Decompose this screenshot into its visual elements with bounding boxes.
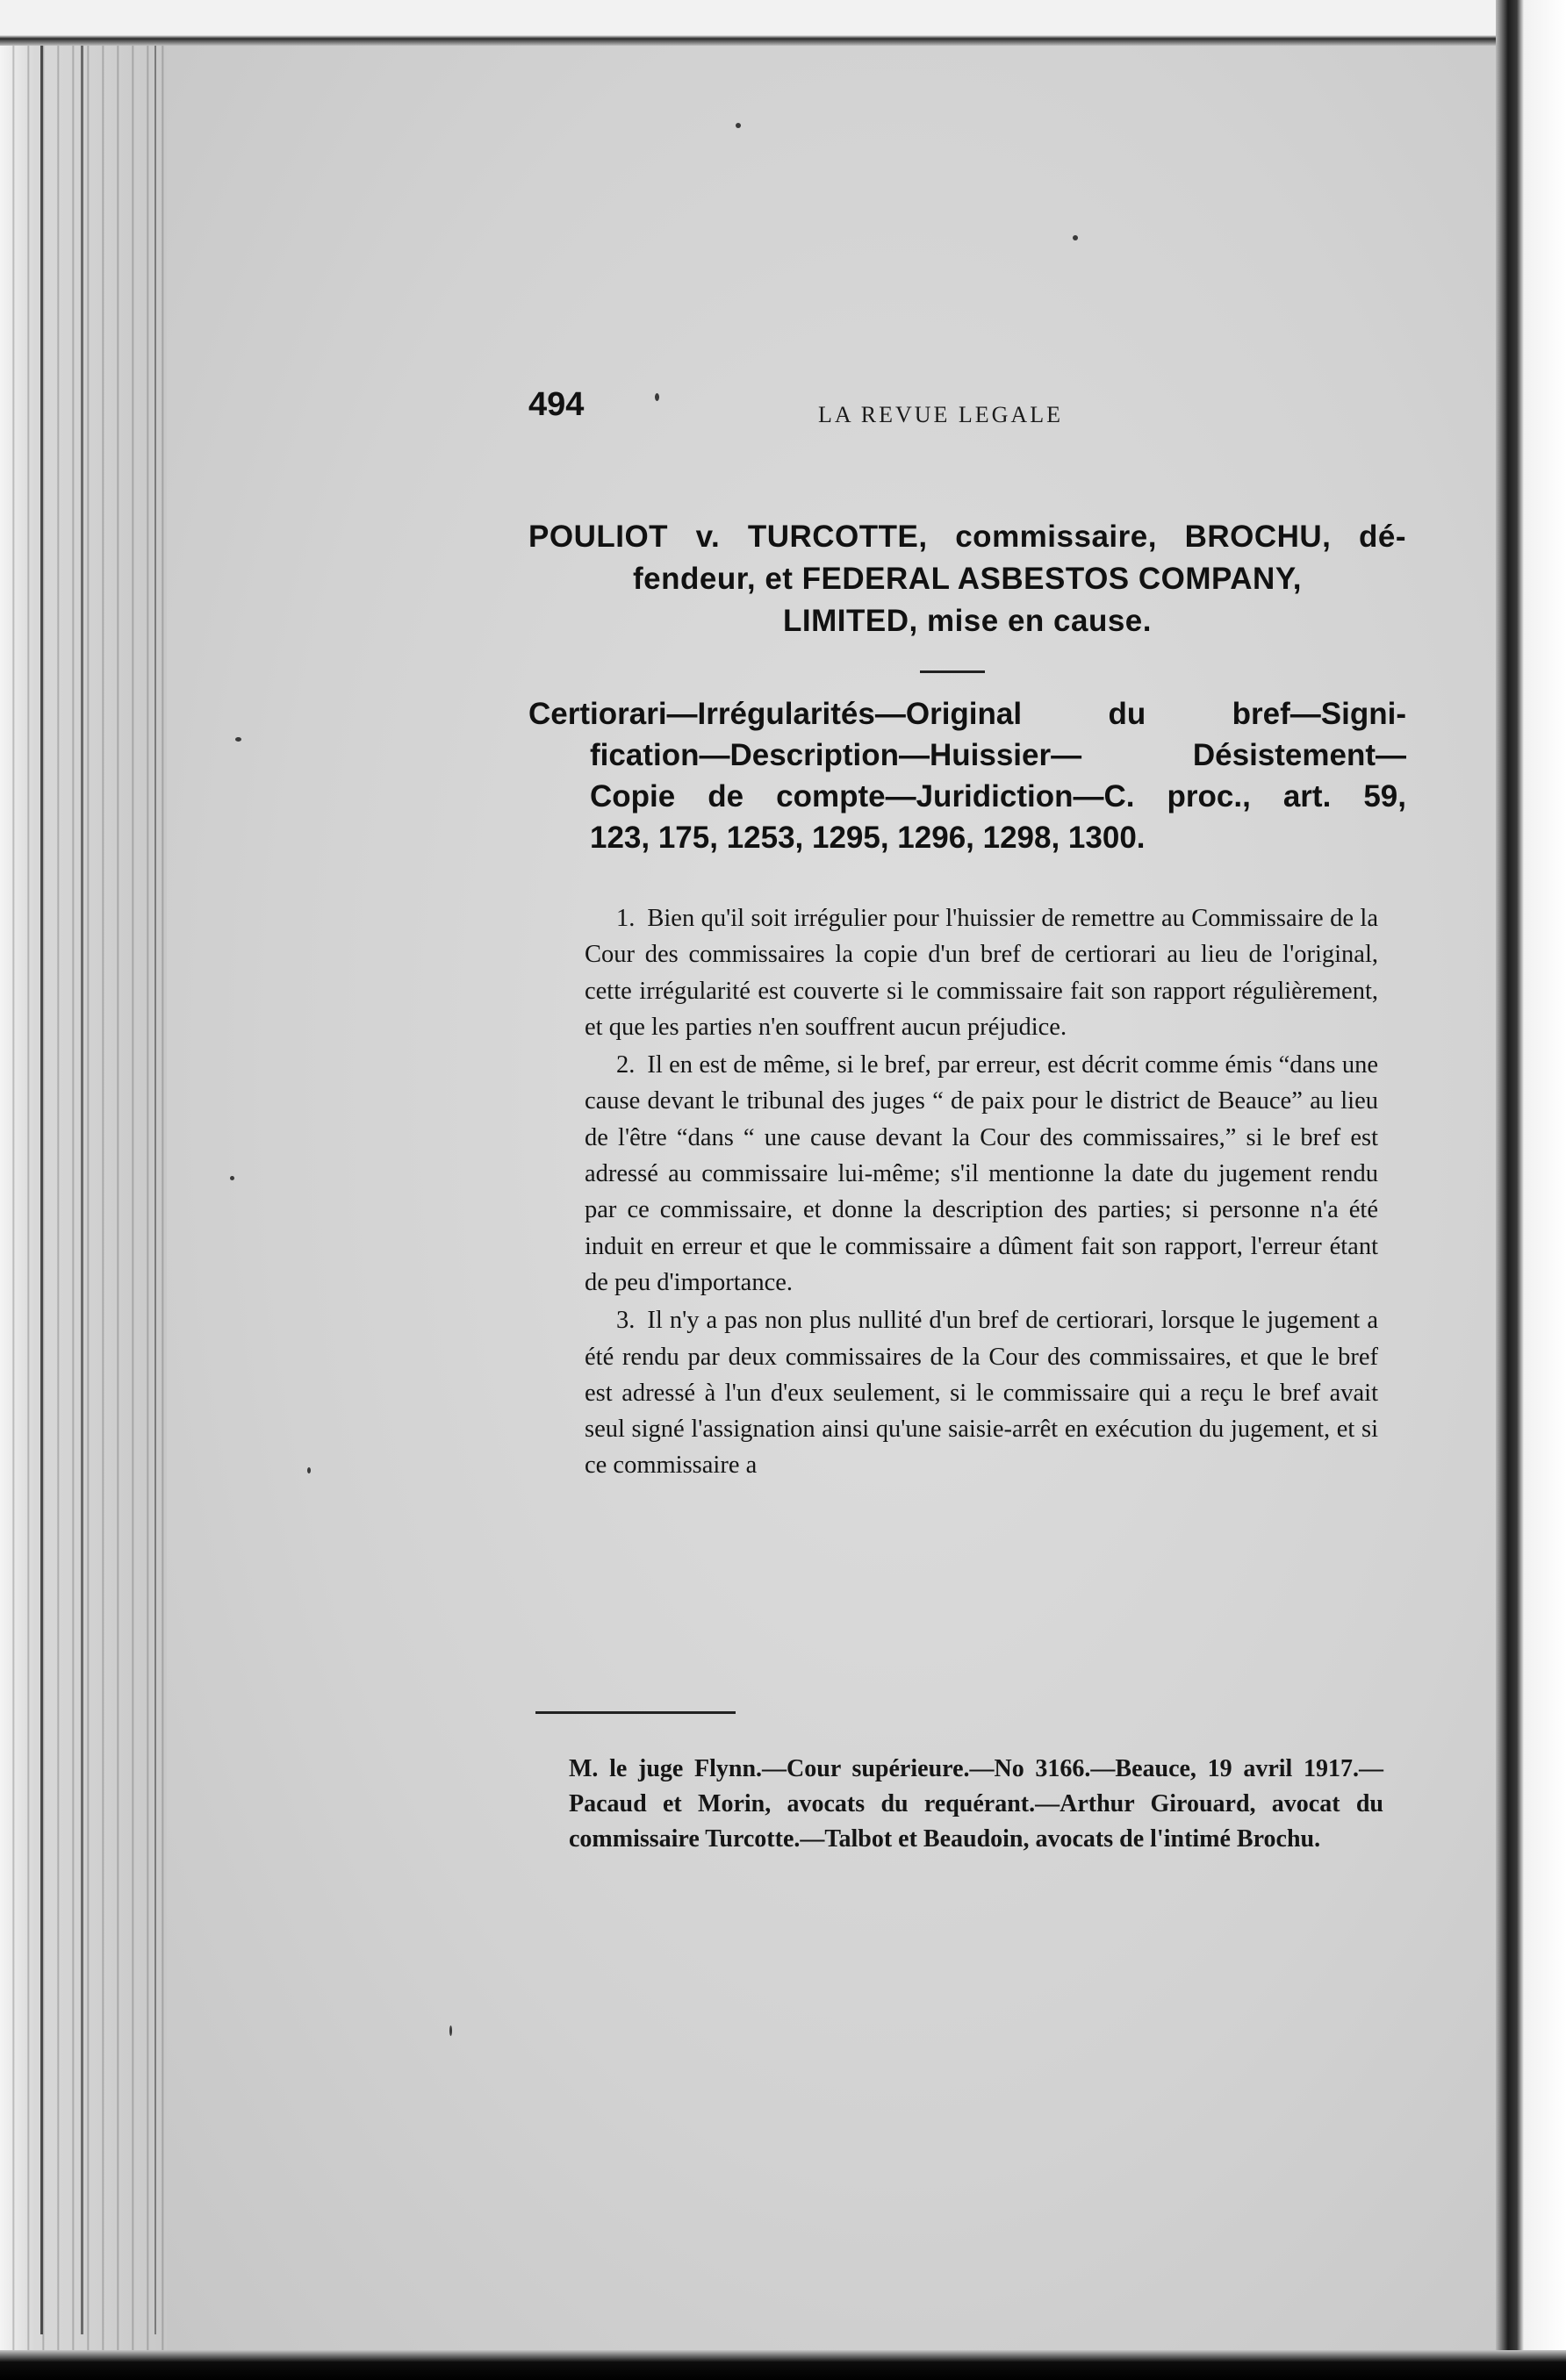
paragraph-text: Il n'y a pas non plus nullité d'un bref de certiorari, lorsque le jugement a été rendu par deux commissaires de la Cour des commissaires, et que le bref est adressé à l'un d'eux seulement, si le commissaire qui a reçu le bref avait seul signé l'assignation ainsi qu'une saisie-arrêt en exécution du jugement, et si ce commissaire a <box>585 1307 1378 1480</box>
edge-line <box>81 35 83 2334</box>
summary-paragraph <box>585 1302 1378 1483</box>
headnote-line: Copie de compte—Juridiction—C. proc., art. 59, <box>590 779 1406 814</box>
case-title-line: fendeur, et FEDERAL ASBESTOS COMPANY, <box>632 562 1303 596</box>
title-rule <box>920 670 985 673</box>
scan-speck <box>307 1467 311 1473</box>
summary-paragraph <box>585 1047 1378 1301</box>
footnote-text: M. le juge Flynn.—Cour supérieure.—No 3166.—Beauce, 19 avril 1917.—Pacaud et Morin, avocats du requérant.—Arthur Girouard, avocat du commissaire Turcotte.—Talbot et Beaudoin, avocats de l'intimé Brochu. <box>569 1755 1383 1853</box>
scan-speck <box>449 2025 452 2036</box>
headnote-line: Certiorari—Irrégularités—Original du bref—Signi- <box>528 697 1406 731</box>
page-stack-edge <box>0 0 167 2380</box>
case-title-line: LIMITED, mise en cause. <box>783 604 1152 638</box>
case-title <box>528 516 1406 642</box>
page-header <box>528 386 1406 430</box>
summary-paragraph <box>585 900 1378 1045</box>
paragraph-number: 2. <box>616 1051 636 1079</box>
scan-speck <box>235 737 241 742</box>
scan-top-border <box>0 0 1566 46</box>
summary-paragraphs <box>585 900 1378 1486</box>
scan-bottom-border <box>0 2350 1566 2380</box>
paragraph-text: Il en est de même, si le bref, par erreur, est décrit comme émis “dans une cause devant le tribunal des juges “ de paix pour le district de Beauce” au lieu de l'être “dans “ une cause devant la Cour des commissaires,” si le bref est adressé au commissaire lui-même; s'il mentionne la date du jugement rendu par ce commissaire, et donne la description des parties; si personne n'a été induit en erreur et que le commissaire a dûment fait son rapport, l'erreur étant de peu d'importance. <box>585 1051 1378 1296</box>
headnote-line: 123, 175, 1253, 1295, 1296, 1298, 1300. <box>590 821 1146 855</box>
edge-line <box>40 35 43 2334</box>
footnote-rule <box>535 1711 736 1714</box>
footnote <box>534 1752 1383 1857</box>
paragraph-number: 3. <box>616 1307 636 1335</box>
running-head: LA REVUE LEGALE <box>818 402 1063 427</box>
scan-speck <box>1073 235 1078 240</box>
headnote-line: fication—Description—Huissier— Désistement— <box>590 738 1406 772</box>
headnote-keywords <box>528 693 1406 858</box>
scan-right-border <box>1496 0 1566 2380</box>
scan-speck <box>230 1176 234 1180</box>
page-number: 494 <box>528 386 585 423</box>
edge-line <box>154 35 156 2334</box>
paragraph-text: Bien qu'il soit irrégulier pour l'huissier de remettre au Commissaire de la Cour des commissaires la copie d'un bref de certiorari au lieu de l'original, cette irrégularité est couverte si le commissaire fait son rapport régulièrement, et que les parties n'en souffrent aucun préjudice. <box>585 905 1378 1041</box>
paragraph-number: 1. <box>616 905 636 932</box>
case-title-line: POULIOT v. TURCOTTE, commissaire, BROCHU, dé- <box>528 520 1406 554</box>
scan-speck <box>736 123 741 128</box>
